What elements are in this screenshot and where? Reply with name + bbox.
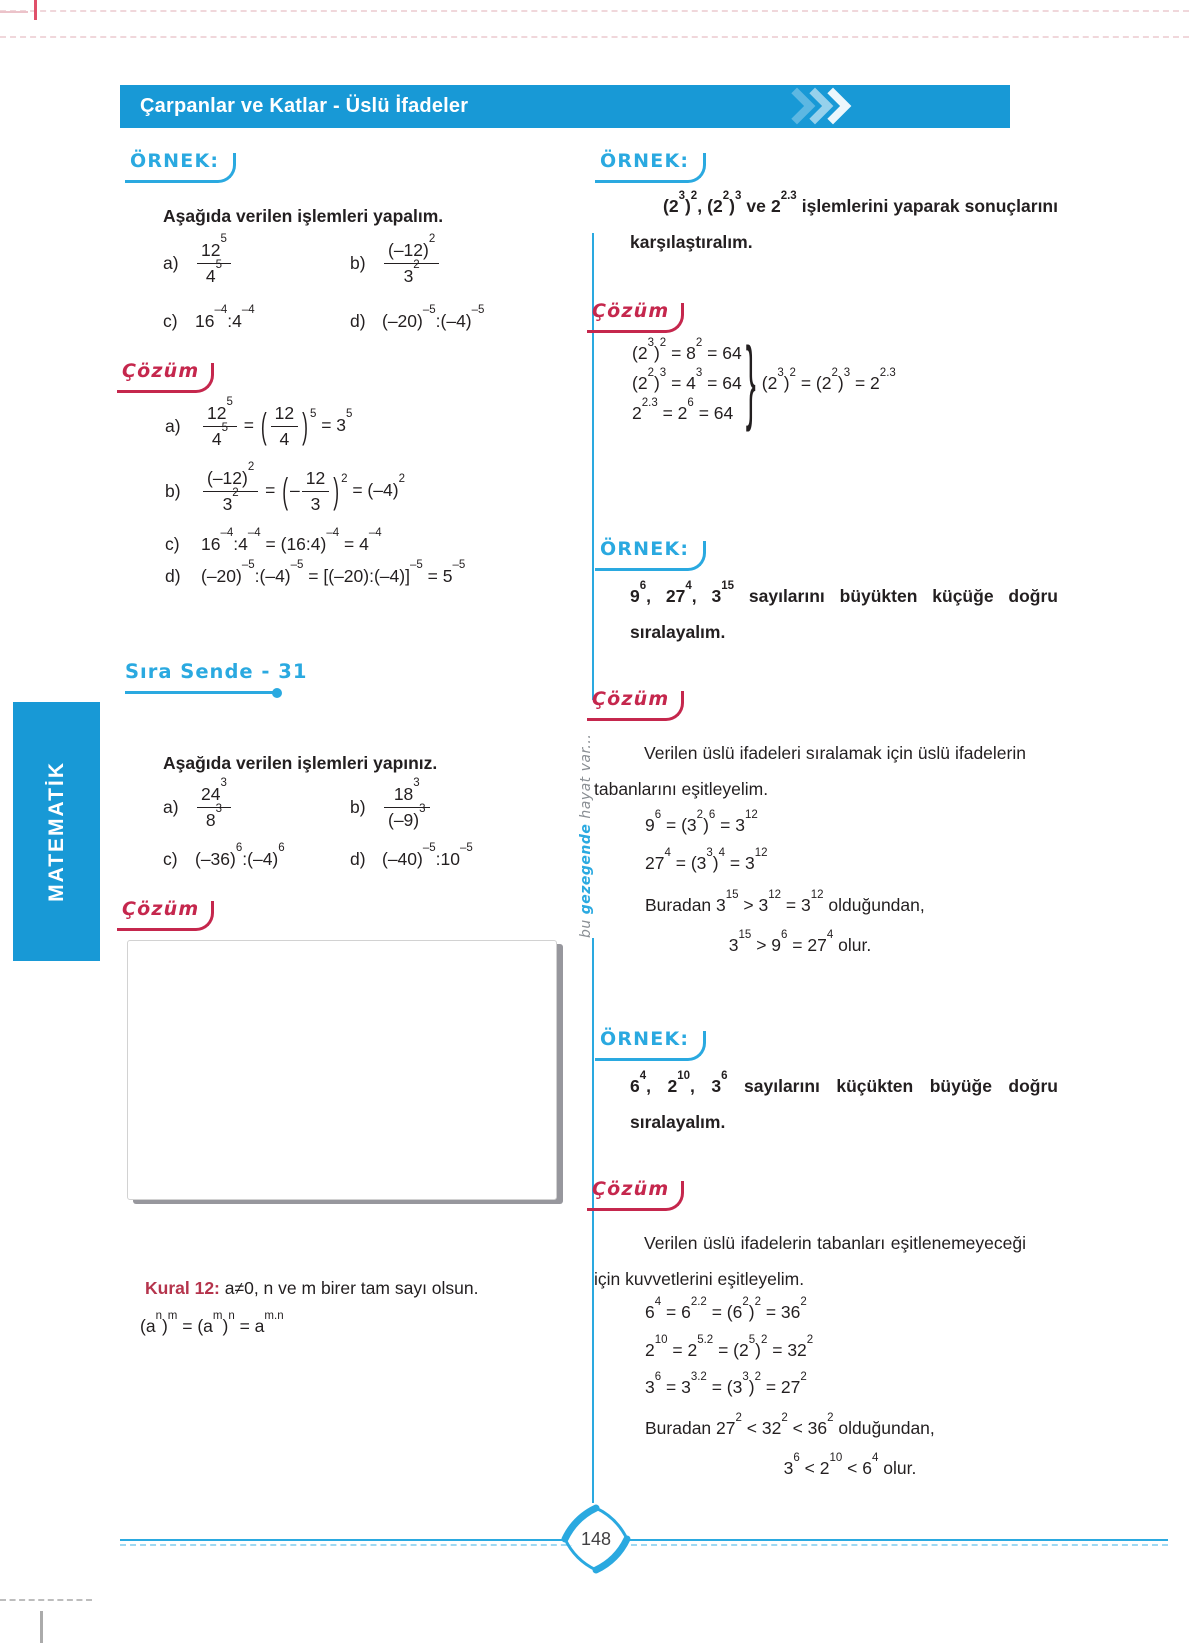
exercise-item: c) $(-36)^6:(-4)^6$ — [163, 842, 285, 869]
margin-note: bu gezegende hayat var... — [578, 733, 594, 938]
cozum-label: Çözüm — [122, 898, 199, 932]
subject-sidebar — [13, 702, 100, 961]
solution-result: $3^{15} > 9^6 = 27^4$ olur. — [728, 928, 872, 955]
equation-system: $(2^3)^2 = 8^2 = 64$ $(2^2)^3 = 4^3 = 64$ $2^{2.3} = 2^6 = 64$ } $(2^3)^2 = (2^2)^3 = 2^{2.3}$ — [632, 343, 896, 424]
exercise-item: b) $\frac{(-12)^2}{3^2}$ — [350, 234, 441, 292]
exercise-prompt: $9^6$, $27^4$, $3^{15}$ sayılarını büyükten küçüğe doğru sıralayalım. — [630, 579, 1058, 642]
ornek-label: ÖRNEK: — [600, 150, 689, 184]
print-crop-line — [0, 1599, 92, 1601]
solution-answer-box — [127, 940, 557, 1200]
cozum-label: Çözüm — [592, 300, 669, 334]
print-crop-line — [0, 36, 1189, 38]
page-number-badge — [558, 1501, 634, 1577]
print-crop-line — [0, 10, 1189, 12]
solution-line: $9^6 = (3^2)^6 = 3^{12}$ — [645, 808, 758, 835]
rule-text: a≠0, n ve m birer tam sayı olsun. — [224, 1278, 479, 1298]
solution-line: b) $\frac{(-12)^2}{3^2}$ = ( – $\frac{12}{3}$ ) $^2 = (-4)^2$ — [165, 461, 405, 514]
solution-intro: Verilen üslü ifadelerin tabanları eşitlenemeyeceği için kuvvetlerini eşitleyelim. — [594, 1233, 1026, 1289]
exercise-item: a) $\frac{24^3}{8^3}$ — [163, 778, 233, 836]
brace-icon: } — [745, 330, 756, 434]
cozum-label: Çözüm — [122, 360, 199, 394]
exercise-item: b) $\frac{18^3}{(-9)^3}$ — [350, 778, 432, 836]
exercise-item: d) $(-20)^{-5}:(-4)^{-5}$ — [350, 304, 485, 331]
exercise-prompt: $6^4$, $2^{10}$, $3^6$ sayılarını küçükten büyüğe doğru sıralayalım. — [630, 1069, 1058, 1132]
rule-title: Kural 12: — [145, 1278, 220, 1298]
exercise-item: a) $\frac{12^5}{4^5}$ — [163, 234, 233, 292]
exercise-items-row — [163, 842, 557, 873]
subject-label: MATEMATİK — [44, 761, 68, 902]
cozum-label: Çözüm — [592, 688, 669, 722]
rule-formula: $(a^n)^m = (a^m)^n = a^{m.n}$ — [140, 1309, 284, 1336]
exercise-item: c) $16^{-4}:4^{-4}$ — [163, 304, 255, 331]
page-number: 148 — [580, 1528, 612, 1549]
print-crop-mark — [0, 11, 28, 13]
solution-intro: Verilen üslü ifadeleri sıralamak için üslü ifadelerin tabanlarını eşitleyelim. — [594, 743, 1026, 799]
solution-line: c) $16^{-4}:4^{-4}$ = (16:4)$^{-4}$ = $4^{-4}$ — [165, 527, 382, 554]
exercise-prompt: $(2^3)^2$, $(2^2)^3$ ve $2^{2.3}$ işlemlerini yaparak sonuçlarını karşılaştıralım. — [630, 189, 1058, 252]
chevron-right-icon — [792, 93, 846, 119]
footer-rule-dashed — [120, 1544, 1168, 1546]
ornek-label: ÖRNEK: — [600, 538, 689, 572]
print-crop-mark — [34, 0, 37, 20]
equation-stack: $(2^3)^2 = 8^2 = 64$ $(2^2)^3 = 4^3 = 64$ $2^{2.3} = 2^6 = 64$ — [632, 336, 742, 423]
print-crop-mark — [40, 1611, 43, 1643]
exercise-prompt: Aşağıda verilen işlemleri yapınız. — [163, 753, 438, 773]
footer-rule — [120, 1539, 1168, 1541]
chapter-title: Çarpanlar ve Katlar - Üslü İfadeler — [140, 95, 469, 117]
solution-line: a) $\frac{12^5}{4^5}$ = ( $\frac{12}{4}$ ) $^5 = 3^5$ — [165, 396, 353, 449]
cozum-label: Çözüm — [592, 1178, 669, 1212]
exercise-items-row — [163, 234, 557, 292]
solution-line: $6^4 = 6^{2.2} = (6^2)^2 = 36^2$ — [645, 1295, 807, 1322]
solution-line: $2^{10} = 2^{5.2} = (2^5)^2 = 32^2$ — [645, 1333, 814, 1360]
sira-sende-heading: Sıra Sende - 31 — [125, 660, 308, 683]
exercise-items-row — [163, 778, 557, 836]
solution-line: Buradan $3^{15} > 3^{12} = 3^{12}$ olduğundan, — [645, 888, 925, 915]
exercise-items-row — [163, 304, 557, 335]
column-divider — [592, 938, 594, 1503]
rule-statement — [145, 1278, 479, 1299]
solution-line: $3^6 = 3^{3.2} = (3^3)^2 = 27^2$ — [645, 1370, 807, 1397]
ornek-label: ÖRNEK: — [130, 150, 219, 184]
ornek-label: ÖRNEK: — [600, 1028, 689, 1062]
solution-result: $3^6 < 2^{10} < 6^4$ olur. — [783, 1451, 917, 1478]
exercise-item: d) $(-40)^{-5}:10^{-5}$ — [350, 842, 473, 869]
chapter-header — [120, 85, 1010, 128]
exercise-prompt: Aşağıda verilen işlemleri yapalım. — [163, 206, 444, 226]
solution-line: $27^4 = (3^3)^4 = 3^{12}$ — [645, 846, 768, 873]
solution-line: d) $(-20)^{-5}:(-4)^{-5}$ = [(–20):(–4)]$^{-5}$ = $5^{-5}$ — [165, 559, 466, 586]
solution-line: Buradan $27^2 < 32^2 < 36^2$ olduğundan, — [645, 1411, 935, 1438]
